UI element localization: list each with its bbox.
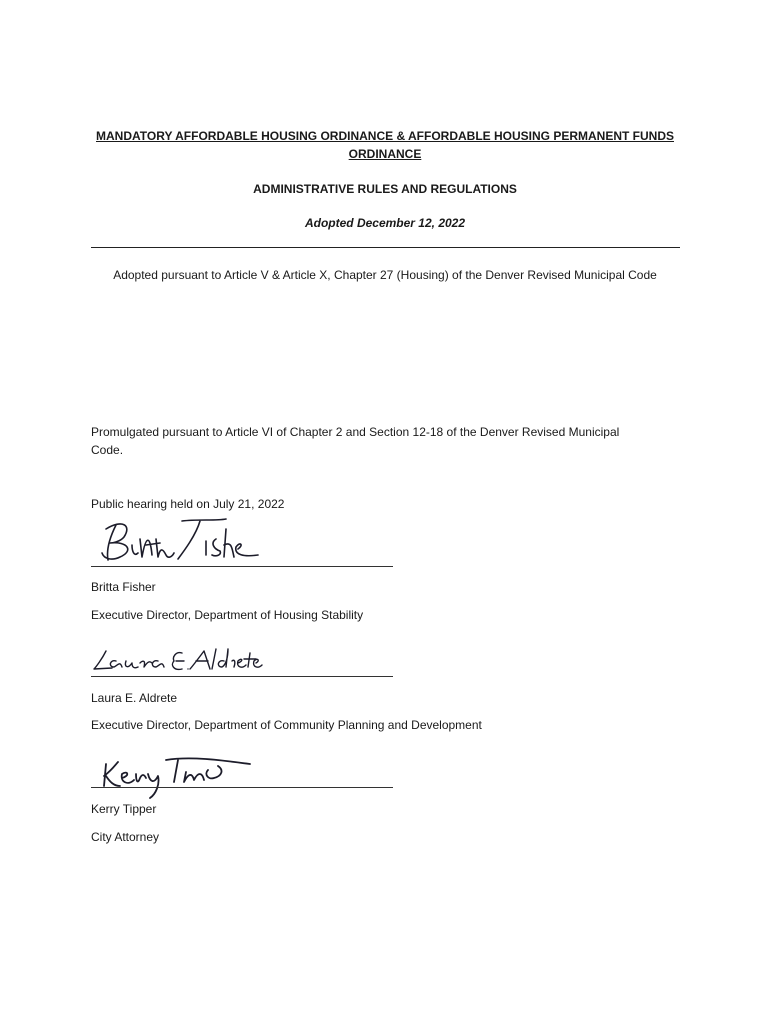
promulgated-line-2: Code. (91, 443, 124, 457)
public-hearing: Public hearing held on July 21, 2022 (91, 497, 285, 511)
signatory-title-2: Executive Director, Department of Community Planning and Development (91, 718, 482, 732)
title-line-1: MANDATORY AFFORDABLE HOUSING ORDINANCE & AFFORDABLE HOUSING PERMANENT FUNDS (96, 129, 674, 143)
signatory-title-3: City Attorney (91, 830, 160, 844)
signature-britta-fisher (98, 515, 263, 567)
adopted-pursuant: Adopted pursuant to Article V & Article X, Chapter 27 (Housing) of the Denver Revised Municipal Code (113, 268, 657, 282)
subtitle: ADMINISTRATIVE RULES AND REGULATIONS (253, 182, 517, 196)
title-line-2: ORDINANCE (348, 147, 422, 161)
signatory-name-3: Kerry Tipper (91, 802, 157, 816)
signatory-name-1: Britta Fisher (91, 580, 156, 594)
signatory-title-1: Executive Director, Department of Housing Stability (91, 608, 364, 622)
signature-line-2 (91, 676, 393, 677)
signatory-name-2: Laura E. Aldrete (91, 691, 178, 705)
signature-laura-aldrete (92, 645, 262, 675)
signature-line-1 (91, 566, 393, 567)
header-rule (91, 247, 680, 248)
signature-line-3 (91, 787, 393, 788)
adopted-date: Adopted December 12, 2022 (304, 216, 466, 230)
signature-kerry-tipper (100, 752, 255, 800)
promulgated-line-1: Promulgated pursuant to Article VI of Chapter 2 and Section 12-18 of the Denver Revised Municipal (91, 425, 620, 439)
